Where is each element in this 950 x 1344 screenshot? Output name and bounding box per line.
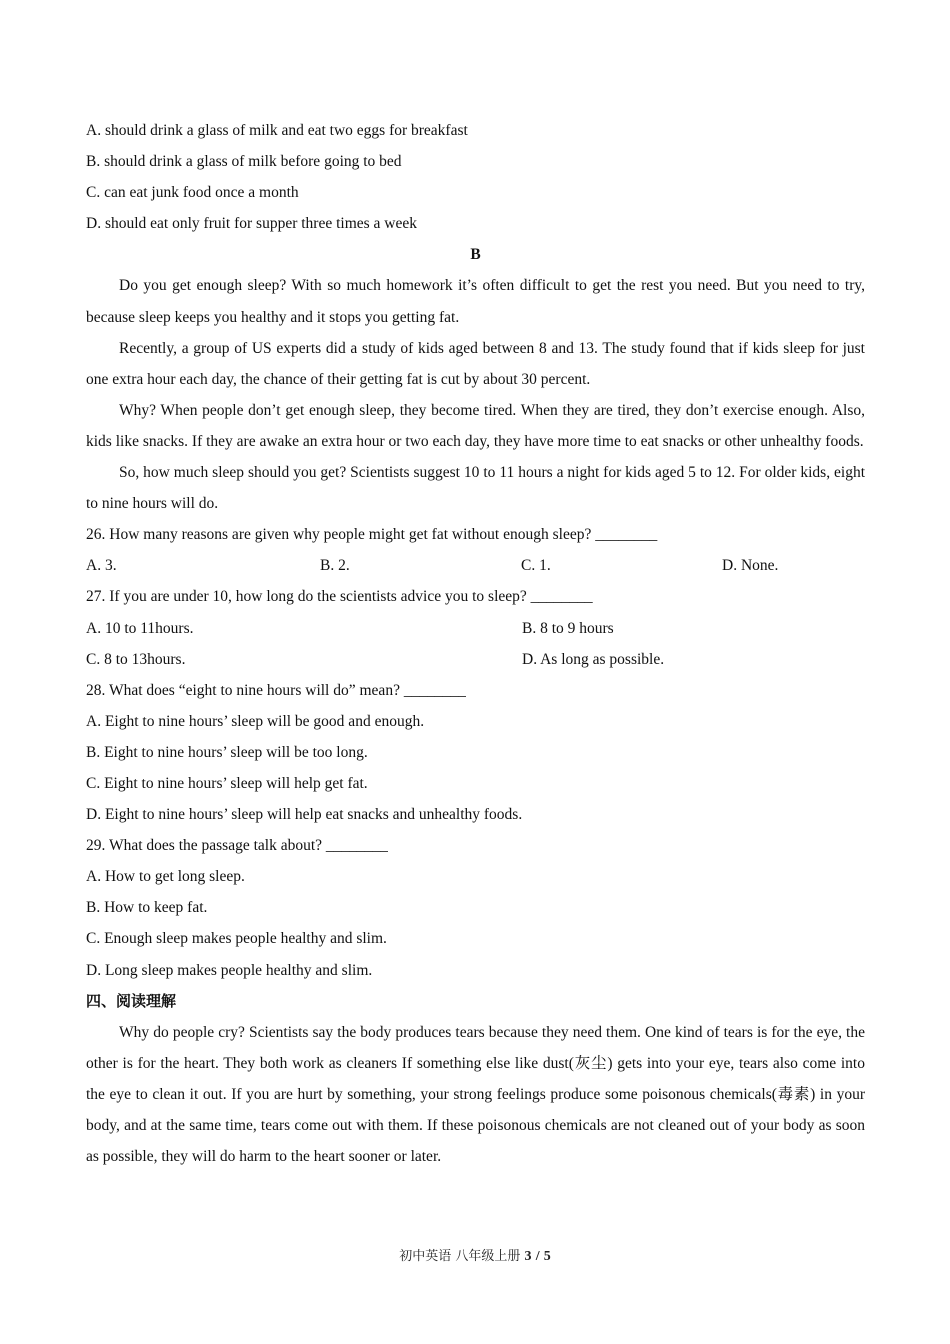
q27-option-c: C. 8 to 13hours.	[86, 650, 186, 668]
q26-options	[86, 550, 865, 581]
q27-options-row-2	[86, 644, 865, 675]
footer-course: 初中英语 八年级上册	[399, 1249, 521, 1264]
q25-option-c: C. can eat junk food once a month	[86, 184, 299, 202]
q29-question: 29. What does the passage talk about? ________	[86, 837, 388, 855]
q27-question: 27. If you are under 10, how long do the scientists advice you to sleep? ________	[86, 588, 593, 606]
section-4-heading: 四、阅读理解	[86, 991, 177, 1010]
q25-option-a: A. should drink a glass of milk and eat two eggs for breakfast	[86, 122, 468, 139]
document-page	[86, 115, 865, 1172]
section-4-paragraph: Why do people cry? Scientists say the body produces tears because they need them. One kind of tears is for the eye, the other is for the heart. They both work as cleaners If something else like dust(灰尘) gets into your eye, tears also come into the eye to clean it out. If you are hurt by something, your strong feelings produce some poisonous chemicals(毒素) in your body, and at the same time, tears come out with them. If these poisonous chemicals are not cleaned out of your body as soon as possible, they will do harm to the heart sooner or later.	[86, 1023, 865, 1166]
passage-paragraph-1: Do you get enough sleep? With so much homework it’s often difficult to get the rest you need. But you need to try, because sleep keeps you healthy and it stops you getting fat.	[86, 277, 865, 326]
q28-question: 28. What does “eight to nine hours will do” mean? ________	[86, 681, 466, 699]
q28-option-b: B. Eight to nine hours’ sleep will be too long.	[86, 743, 368, 761]
q29-option-c: C. Enough sleep makes people healthy and slim.	[86, 930, 387, 948]
q26-option-d: D. None.	[722, 557, 779, 575]
q27-option-b: B. 8 to 9 hours	[522, 619, 614, 637]
q26-option-a: A. 3.	[86, 557, 117, 575]
q25-option-d: D. should eat only fruit for supper three times a week	[86, 215, 418, 233]
q27-options-row-1	[86, 613, 865, 644]
q28-option-d: D. Eight to nine hours’ sleep will help eat snacks and unhealthy foods.	[86, 806, 523, 824]
q28-option-a: A. Eight to nine hours’ sleep will be good and enough.	[86, 712, 425, 730]
section-b-label: B	[470, 246, 481, 264]
footer-page-total: 5	[543, 1249, 551, 1264]
q25-option-b: B. should drink a glass of milk before going to bed	[86, 153, 402, 171]
q29-option-a: A. How to get long sleep.	[86, 868, 245, 886]
q26-option-c: C. 1.	[521, 557, 551, 575]
q26-question: 26. How many reasons are given why people might get fat without enough sleep? ________	[86, 526, 658, 544]
q28-option-c: C. Eight to nine hours’ sleep will help get fat.	[86, 774, 368, 792]
page-footer	[0, 1245, 950, 1265]
passage-paragraph-4: So, how much sleep should you get? Scientists suggest 10 to 11 hours a night for kids aged 5 to 12. For older kids, eight to nine hours will do.	[86, 464, 865, 513]
passage-paragraph-2: Recently, a group of US experts did a study of kids aged between 8 and 13. The study found that if kids sleep for just one extra hour each day, the chance of their getting fat is cut by about 30 percent.	[86, 339, 865, 388]
passage-paragraph-3: Why? When people don’t get enough sleep, they become tired. When they are tired, they don’t exercise enough. Also, kids like snacks. If they are awake an extra hour or two each day, they have more time to eat snacks or other unhealthy foods.	[86, 401, 865, 450]
q26-option-b: B. 2.	[320, 557, 350, 575]
footer-page-current: 3	[524, 1249, 532, 1264]
q27-option-d: D. As long as possible.	[522, 650, 665, 668]
q29-option-b: B. How to keep fat.	[86, 899, 208, 917]
footer-page-separator: /	[535, 1249, 540, 1264]
q27-option-a: A. 10 to 11hours.	[86, 619, 194, 637]
q29-option-d: D. Long sleep makes people healthy and slim.	[86, 961, 373, 979]
